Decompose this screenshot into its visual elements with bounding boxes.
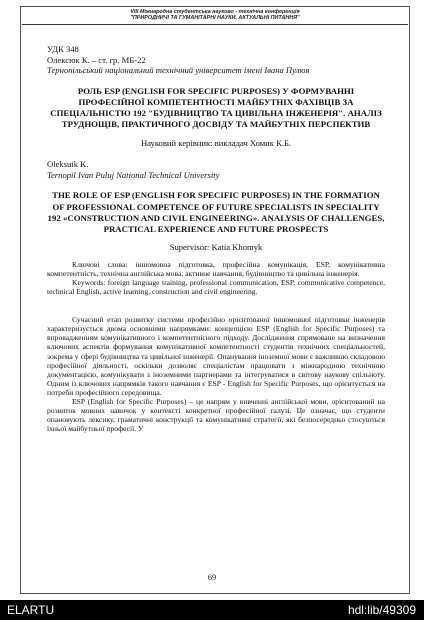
footer-bar	[0, 600, 424, 620]
article-content	[47, 44, 385, 433]
conference-header	[20, 9, 410, 22]
affiliation-uk: Тернопільський національний технічний університет імені Івана Пулюя	[47, 65, 310, 76]
supervisor-uk: Науковий керівник: викладач Хомик К.Б.	[140, 137, 292, 148]
supervisor-en: Supervisor: Katia Khomyk	[169, 242, 263, 253]
repository-name: ELARTU	[7, 603, 55, 617]
paragraph-2: ESP (English for Specific Purposes) – це напрям у вивченні англійської мови, орієнтований на розвиток мовних навичок у контексті конкретної професійної галузі. Це означає, що студенти опановують лексику, граматичні конструкції та комунікативні стратегії, які безпосередньо стосуються їхньої майбутньої професії. У	[47, 397, 385, 434]
page-number: 69	[207, 573, 217, 582]
keywords-en: Keywords: foreign language training, professional communication, ESP, communicative competence, technical English, active learning, construction and civil engineering.	[47, 277, 385, 297]
conference-line-1: VIII Міжнародна студентська науково - технічна конференція	[130, 9, 300, 15]
title-uk: РОЛЬ ESP (ENGLISH FOR SPECIFIC PURPOSES) У ФОРМУВАННІ ПРОФЕСІЙНОЇ КОМПЕТЕНТНОСТІ МАЙБУТНІХ ФАХІВЦІВ ЗА СПЕЦІАЛЬНІСТЮ 192 "БУДІВНИЦТВО ТА ЦИВІЛЬНА ІНЖЕНЕРІЯ". АНАЛІЗ ТРУДНОЩІВ, ПРАКТИЧНОГО ДОСВІДУ ТА МАЙБУТНІХ ПЕРСПЕКТИВ	[50, 85, 382, 130]
handle-id: hdl:lib/49309	[347, 603, 416, 617]
udk-code: УДК 348	[47, 44, 79, 54]
header-rule	[22, 24, 408, 25]
author-en: Oleksuik K.	[47, 159, 89, 170]
affiliation-en: Ternopil Ivan Puluj National Technical University	[47, 169, 220, 180]
paragraph-1: Сучасний етап розвитку системи професійно орієнтованої іншомовної підготовки інженерів характеризується двома основними напрямками: концепцією ESP (English for Specific Purposes) та впровадженням комунікативного і компетентнісного підходу. Дослідження спрямоване на визначення ключових аспектів формування комунікативної компетентності студентів технічних спеціальностей, зокрема у сфері будівництва та цивільної інженерії. Опанування іноземної мови є важливою складовою професійної діяльності, оскільки дозволяє спеціалістам працювати з міжнародною технічною документацією, комунікувати з іноземними партнерами та інтегруватися в світову наукову спільноту. Одним із ключових напрямків такого навчання є ESP - English for Specific Purposes, що орієнтується на потреби професійного середовища.	[47, 315, 385, 397]
conference-line-2: "ПРИРОДНИЧІ ТА ГУМАНІТАРНІ НАУКИ. АКТУАЛЬНІ ПИТАННЯ"	[130, 15, 300, 22]
title-en: THE ROLE OF ESP (ENGLISH FOR SPECIFIC PURPOSES) IN THE FORMATION OF PROFESSIONAL COMPETENCE OF FUTURE SPECIALISTS IN SPECIALITY 192 «CONSTRUCTION AND CIVIL ENGINEERING». ANALYSIS OF CHALLENGES, PRACTICAL EXPERIENCE AND FUTURE PROSPECTS	[47, 190, 385, 234]
author-uk: Олексюк К. – ст. гр. МБ-22	[47, 54, 146, 65]
keywords-uk: Ключові слова: іншомовна підготовка, професійна комунікація, ESP, комунікативна компетентність, технічна англійська мова, активне навчання, будівництво та цивільна інженерія.	[47, 259, 385, 278]
